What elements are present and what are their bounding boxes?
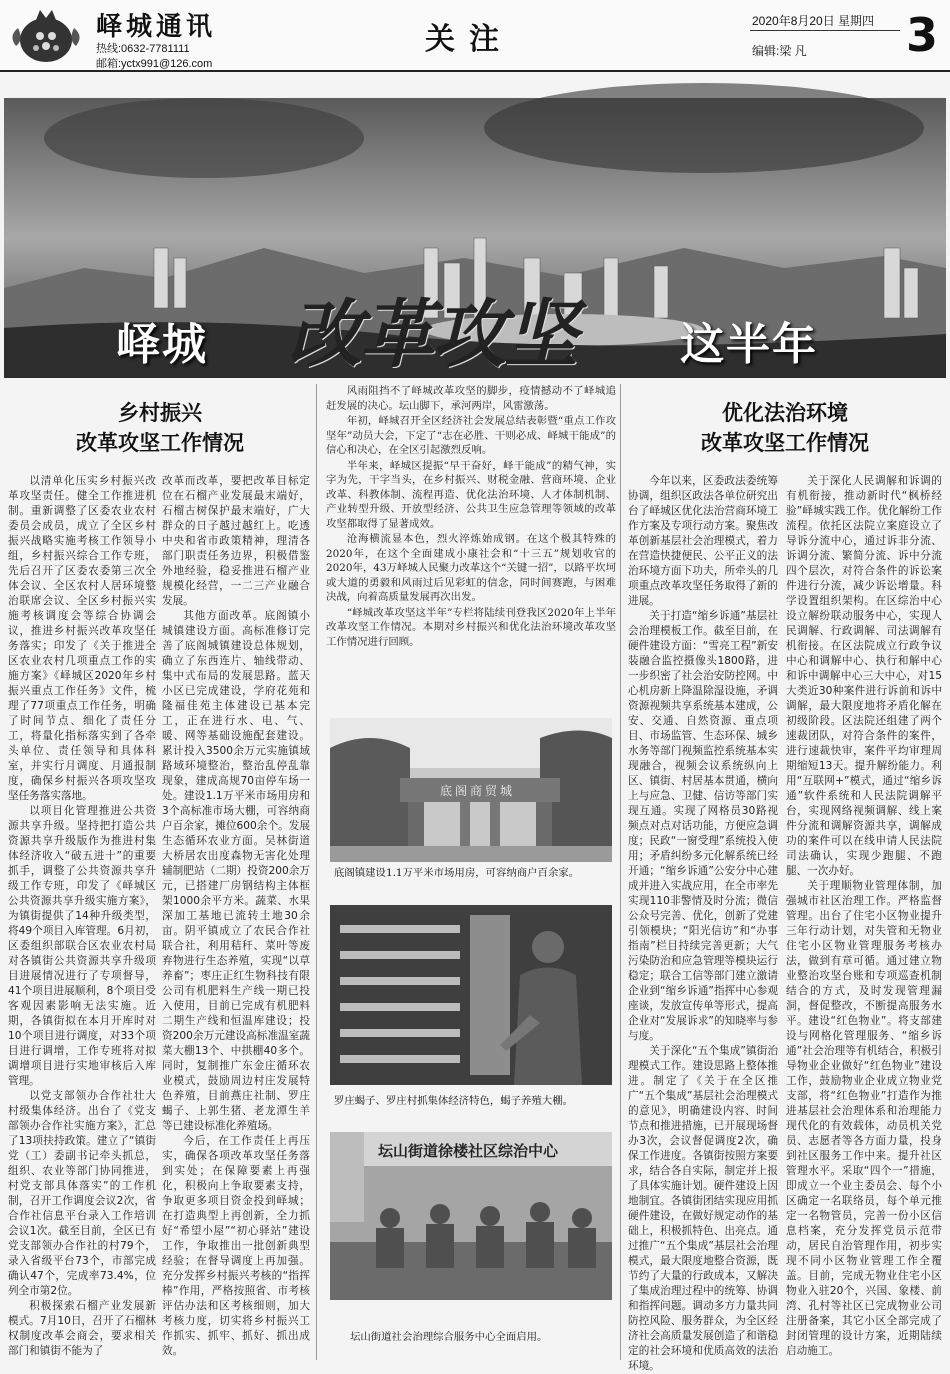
paragraph: 今年以来，区委政法委统筹协调，组织区政法各单位研究出台了峄城区优化法治营商环境工作方案及专项行动方案。聚焦改革创新基层社会治理模式，着力在营造快捷便民、公平正义的法治环境方面下功夫，所牵头的几项重点改革攻坚任务取得了新的进展。 <box>628 475 778 607</box>
left-title-line1: 乡村振兴 <box>118 400 202 425</box>
paragraph: 今后，在工作责任上再压实，确保各项改革攻坚任务落到实处；在保障要素上再强化，积极向上争取要素支持，争取更多项目资金投到峄城；在打造典型上再创新，全力抓好“希望小屋”“初心驿站”建设工作，争取推出一批创新典型经验；在督导调度上再加强。充分发挥乡村振兴考核的“指挥棒”作用，严格按照省、市考核评估办法和区考核细则，加大考核力度，切实将乡村振兴工作抓实、抓牢、抓好、抓出成效。 <box>162 1135 310 1357</box>
paragraph: 关于理顺物业管理体制，加强城市社区治理工作。严格监督管理。出台了住宅小区物业提升三年行动计划，对失管和无物业住宅小区物业管理服务考核办法，做到有章可循。通过建立物业整治攻坚台账和专项巡查机制结合的方式，及时发现管理漏洞，督促整改，不断提高服务水平。建设“红色物业”。将支部建设与网格化管理服务、“缩乡诉通”社会治理等有机结合，积极引导物业企业做好“红色物业”建设工作，鼓励物业企业成立物业党支部，将“红色物业”打造作为推进基层社会治理体系和治理能力现代化的有效载体，动员机关党员、志愿者等各方面力量，投身到社区服务工作中来。提升社区管理水平。采取“四个一”措施，即成立一个业主委员会、每个小区确定一名联络员，每个单元推定一名物管员，完善一份小区信息档案，充分发挥党员示范带动，居民自治管理作用，初步实现不同小区物业管理工作全覆盖。目前，完成无物业住宅小区物业入驻20个，兴国、象楼、前湾、孔村等社区已完成物业公司注册备案，其它小区全部完成了封闭管理的设计方案，近期陆续启动施工。 <box>786 880 942 1357</box>
paragraph: 关于打造“缩乡诉通”基层社会治理模板工作。截至目前，在硬件建设方面：“雪亮工程”新安装融合监控摄像头1800路，进一步织密了社会治安防控网。中心机房新上降温除湿设施，矛调资源视频共享系统基本建成，公安、交通、自然资源、重点项目、市场监管、生态环保、城乡水务等部门视频监控系统基本实现融合，视频会议系统纵向上区、镇街、村居基本贯通，横向上与应急、卫健、信访等部门实现互通。实现了网格员30路视频点对点对话功能，方便应急调度；民政“一窗受理”系统投入使用；矛盾纠纷多元化解系统已经开通；“缩乡诉通”公安分中心建成并进入实战应用，在全市率先实现110非警情及时分流；微信公众号完善、优化，创新了党建引领模块；“阳光信访”和“办事指南”栏目持续完善更新；大气污染防治和应急管理等模块运行稳定；联合工信等部门建立激请企业到“缩乡诉通”指挥中心参观座谈，发放宣传单等形式，提高企业对“发展诉求”的知晓率与参与度。 <box>628 610 778 1042</box>
page-number: 3 <box>906 8 939 62</box>
banner-image <box>4 98 946 378</box>
paragraph: 改革而改革，要把改革目标定位在石榴产业发展最末端好，石榴古树保护最末端好，广大群众的日子越过越红上。吃透中央和省市政策精神，理清各部门职责任务边界，积极借鉴外地经验，稳妥推进石榴产业规模化经营，一二三产业融合发展。 <box>162 475 310 607</box>
left-article-column-1 <box>8 474 156 1360</box>
market-gate-photo <box>330 718 612 862</box>
banner-title-tail: 这半年 <box>680 319 818 370</box>
left-article-column-2 <box>162 474 310 1360</box>
paper-name: 峄城通讯 <box>96 12 217 42</box>
right-title-line1: 优化法治环境 <box>722 400 848 425</box>
right-article-column-2 <box>786 474 942 1360</box>
paragraph: 积极探索石榴产业发展新模式。7月10日，召开了石榴林权制度改革会商会，要求相关部门和镇街不能为了 <box>8 1300 156 1357</box>
photo-caption-1: 底阁镇建设1.1万平米市场用房，可容纳商户百余家。 <box>334 867 580 879</box>
intro-paragraph: 沧海横流显本色，烈火淬炼始成钢。在这个极其特殊的2020年，在这个全面建成小康社会和“十三五”规划收官的2020年，43万峄城人民聚力改革这个“关键一招”，以路平坎坷或大道的勇毅和风雨过后见彩虹的信念，同时间赛跑，与困难决战，向着高质量发展再次出发。 <box>326 533 616 603</box>
banner-title-city: 峄城 <box>116 319 208 370</box>
banner-title <box>4 98 946 378</box>
service-center-sign: 坛山街道徐楼社区综治中心 <box>378 1142 559 1160</box>
service-center-photo <box>330 1132 612 1300</box>
banner-title-main: 改革攻坚 <box>288 292 576 378</box>
right-article-title <box>650 398 920 458</box>
scorpion-farm-photo <box>330 905 612 1085</box>
paragraph: 其他方面改革。底阁镇小城镇建设方面。高标准修订完善了底阁城镇建设总体规划，确立了东西连片、轴线带动、集中式布局的发展思路。蓝天小区已完成建设，学府花苑和隆福佳苑主体建设已基本完工，正在进行水、电、气、暖、网等基础设施配套建设。累计投入3500余万元实施镇域路域环境整治，整治乱停乱靠现象，建成高规70亩停车场一处。建设1.1万平米市场用房和3个高标准市场大棚，可容纳商户百余家，摊位600余个。发展生态循环农业方面。吴林街道大桥居农出度森物无害化处理辅制肥站（二期）投资200余万元，已搭建厂房钢结构主体框架1000余平方米。蔬菜、水果深加工基地已流转土地30余亩。阴平镇成立了农民合作社联合社，利用秸秆、菜叶等废弃物进行生态养殖，实现“以草养畜”；枣庄正红生物科技有限公司有机肥料生产线一期已投入使用，目前已完成有机肥料二期生产线和恒温库建设；投资200余万元建设高标准温室蔬菜大棚13个、中拱棚40多个。同时，复制推广东金庄循环农业模式，鼓励周边村庄发展特色养殖，目前燕庄社制、罗庄蝎子、上郭生猪、老龙潭生羊等已建设标准化养殖场。 <box>162 610 310 1132</box>
photo-caption-2: 罗庄蝎子、罗庄村抓集体经济特色，蝎子养殖大棚。 <box>334 1095 573 1107</box>
right-title-line2: 改革攻坚工作情况 <box>701 430 869 455</box>
photo-caption-3: 坛山街道社会治理综合服务中心全面启用。 <box>350 1331 548 1343</box>
section-title: 关注 <box>425 22 513 57</box>
column-rule <box>620 384 621 1360</box>
intro-paragraph: 半年来，峄城区提振“早干奋好，峄干能成”的精气神，实字为先，干字当头，在乡村振兴、财税金融、营商环境、企业改革、科教体制、流程再造、优化法治环境、人才体制机制、产业转型升级、开放型经济、公共卫生应急管理等领域的改革攻坚都取得了显著成效。 <box>326 459 616 530</box>
paragraph: 以项目化管理推进公共资源共享升级。坚持把打造公共资源共享升级版作为推进村集体经济收入“破五进十”的重要抓手，调整了公共资源共享升级工作专班，印发了《峄城区公共资源共享升级实施方案》，为镇街提供了14种升级类型，将49个项目入库管理。6月初，区委组织部联合区农业农村局对各镇街公共资源共享升级项目进展情况进行了专项督导，41个项目进展顺利，8个项目受客观因素影响无法实施。近期，各镇街拟在本月开库时对10个项目进行调度，对33个项目进行调增，工作专班将对拟调增项目进行实地审核后入库管理。 <box>8 805 156 1087</box>
intro-paragraph: “峄城改革攻坚这半年”专栏将陆续刊登我区2020年上半年改革攻坚工作情况。本期对乡村振兴和优化法治环境改革攻坚工作情况进行回顾。 <box>326 606 616 648</box>
intro-paragraph: 风雨阻挡不了峄城改革攻坚的脚步，疫情撼动不了峄城追赶发展的决心。坛山脚下，承河两岸，风雷激荡。 <box>326 385 616 412</box>
intro-paragraph: 年初，峄城召开全区经济社会发展总结表彰暨“重点工作攻坚年”动员大会，下定了“志在必胜、干则必成、峄城干能成”的信心和决心，在全区引起激烈反响。 <box>326 415 616 456</box>
pomegranate-emblem-icon <box>6 6 86 66</box>
masthead <box>0 0 950 72</box>
column-intro <box>326 384 616 716</box>
right-article-column-1 <box>628 474 778 1372</box>
market-gate-sign: 底阁商贸城 <box>440 784 516 798</box>
header-divider <box>750 30 900 31</box>
issue-date: 2020年8月20日 星期四 <box>752 14 875 28</box>
left-title-line2: 改革攻坚工作情况 <box>76 430 244 455</box>
column-rule <box>316 384 317 1360</box>
paragraph: 以党支部领办合作社壮大村级集体经济。出台了《党支部领办合作社实施方案》，汇总了13项扶持政策。建立了“镇街党（工）委副书记牵头抓总，组织、农业等部门协同推进，村党支部具体落实”的工作机制，召开工作调度会议2次，省合作社信息平台录入工作培训会议1次。截至目前，全区已有党支部领办合作社的村79个，录入省级平台73个，市部完成确认47个，完成率73.4%，位列全市第2位。 <box>8 1090 156 1297</box>
left-article-title <box>20 398 300 458</box>
paragraph: 关于深化人民调解和诉调的有机衔接，推动新时代“枫桥经验”峄城实践工作。优化解纷工作流程。依托区法院立案庭设立了导诉分流中心，通过诉非分流、诉调分流、繁简分流、诉中分流四个层次，对符合条件的诉讼案件进行分流，减少诉讼增量。科学设置组织架构。在区综治中心设立解纷联动服务中心，实现人民调解、行政调解、司法调解有机衔接。在区法院成立行政争议中心和调解中心、执行和解中心和诉中调解中心三大中心，对15大类近30种案件进行诉前和诉中调解，最大限度地将矛盾化解在初级阶段。区法院还组建了两个速裁团队，对符合条件的案件，进行速裁快审，案件平均审理周期缩短13天。提升解纷能力。利用“互联网+”模式，通过“缩乡诉通”软件系统和人民法院调解平台，实现网络视频调解、线上案件分流和调解资源共享，调解成功的案件可以在线申请人民法院司法确认，实现少跑腿、不跑腿、一次办好。 <box>786 475 942 877</box>
paragraph: 以清单化压实乡村振兴改革攻坚责任。健全工作推进机制。重新调整了区委农业农村委员会成员，成立了全区乡村振兴战略实施考核工作领导小组，乡村振兴综合工作专班，先后召开了区委农委第三次全体会议、全区农村人居环境整治联席会议、全区乡村振兴实施考核调度会等综合协调会议，推进乡村振兴改革攻坚任务落实；印发了《关于推进全区农业农村几项重点工作的实施方案》《峄城区2020年乡村振兴重点工作任务》文件，梳理了77项重点工作任务，明确了时间节点、细化了责任分工，将量化指标落实到了各牵头单位、责任领导和具体科室，并实行月调度、月通报制度，确保乡村振兴各项攻坚攻坚任务落实落地。 <box>8 475 156 802</box>
hotline-text: 热线:0632-7781111 <box>96 43 190 55</box>
paragraph: 关于深化“五个集成”镇街治理模式工作。建设思路上整体推进。制定了《关于在全区推广“五个集成”基层社会治理模式的意见》，明确建设内容、时间节点和推进措施，已开展现场督办3次，会议督促调度2次，确保工作进度。各镇街按照方案要求，结合各自实际，制定并上报了具体实施计划。硬件建设上因地制宜。各镇街团结实现应用抓硬件建设，在做好规定动作的基础上，积极抓特色、出亮点。通过推广“五个集成”基层社会治理模式，最大限度地整合资源，既节约了大量的行政成本，又解决了集成治理过程中的统筹、协调和指挥问题。调动多方力量共同防控风险、服务群众，为全区经济社会高质量发展创造了和谐稳定的社会环境和优质高效的法治环境。 <box>628 1045 778 1372</box>
email-text: 邮箱:yctx991@126.com <box>96 58 213 70</box>
editor-credit: 编辑:梁 凡 <box>752 44 807 58</box>
